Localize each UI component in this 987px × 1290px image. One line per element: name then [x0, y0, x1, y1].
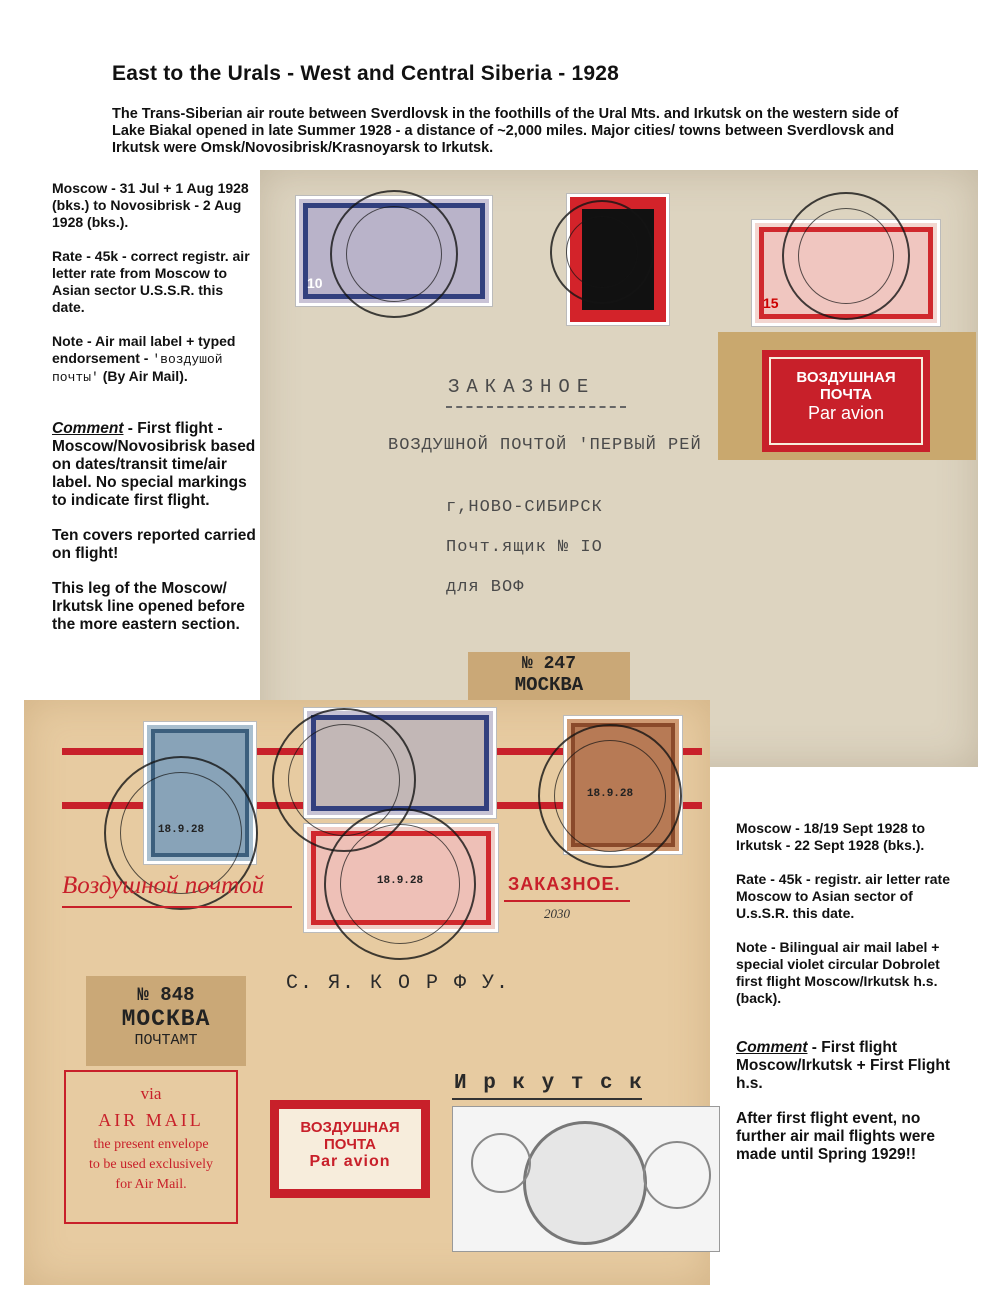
- right-note-rate: Rate - 45k - registr. air letter rate Moscow to Asian sector of U.s.S.R. this date.: [736, 871, 950, 921]
- stamp-15k-airmail: 15: [752, 220, 940, 326]
- typed-for: для ВОФ: [446, 578, 525, 597]
- left-note-label: Note - Air mail label + typed endorsement - 'воздушой почты' (By Air Mail).: [52, 333, 236, 385]
- right-note-after: After first flight event, no further air mail flights were made until Spring 1929!!: [736, 1110, 935, 1163]
- typed-box: Почт.ящик № IO: [446, 538, 603, 557]
- typed-city: г,НОВО-СИБИРСК: [446, 498, 603, 517]
- left-note-comment: Comment - First flight - Moscow/Novosibrisk based on dates/transit time/air label. No special markings to indicate first flight.: [52, 420, 256, 509]
- postmark-moscow-3: [782, 192, 910, 320]
- registration-label-2: № 848 МОСКВА ПОЧТАМТ: [86, 976, 246, 1066]
- intro-paragraph: The Trans-Siberian air route between Sverdlovsk in the foothills of the Ural Mts. and Irkutsk on the western side of Lake Biakal opened in late Summer 1928 - a distance of ~2,000 miles. Major cities/ towns between Sverdlovsk and Irkutsk were Omsk/Novosibrisk/Krasnoyarsk to Irkutsk.: [112, 106, 899, 156]
- typed-registered: ЗАКАЗНОЕ: [448, 376, 596, 398]
- right-note-label: Note - Bilingual air mail label + special violet circular Dobrolet first flight Moscow/Irkutsk h.s. (back).: [736, 939, 940, 1006]
- pencil-note: 2030: [544, 906, 570, 921]
- left-note-leg: This leg of the Moscow/ Irkutsk line opened before the more eastern section.: [52, 580, 245, 633]
- city-underline: [452, 1098, 642, 1100]
- script-underline: [62, 906, 292, 908]
- postmark-moscow: [330, 190, 458, 318]
- postmark-moscow-a: 18.9.28: [104, 756, 258, 910]
- postmark-moscow-2: [550, 200, 654, 304]
- airmail-script-text: Воздушной почтой: [62, 872, 265, 899]
- cover-novosibirsk: [260, 170, 978, 767]
- typed-airmail-first-flight: ВОЗДУШНОЙ ПОЧТОЙ 'ПЕРВЫЙ РЕЙ: [388, 436, 702, 455]
- receiving-postmark: [471, 1133, 531, 1193]
- registration-label: № 247 МОСКВА: [468, 652, 630, 700]
- right-notes: [736, 820, 956, 1181]
- violet-circular-handstamp: [523, 1121, 647, 1245]
- left-note-covers: Ten covers reported carried on flight!: [52, 527, 256, 562]
- registered-underline: [504, 900, 630, 902]
- left-note-dates: Moscow - 31 Jul + 1 Aug 1928 (bks.) to Novosibrisk - 2 Aug 1928 (bks.).: [52, 180, 249, 230]
- stamp-10k-airmail: 10: [296, 196, 492, 306]
- moscow-postmark-back: [643, 1141, 711, 1209]
- left-note-rate: Rate - 45k - correct registr. air letter rate from Moscow to Asian sector U.S.S.R. this date.: [52, 248, 250, 315]
- right-note-comment: Comment - First flight Moscow/Irkutsk + First Flight h.s.: [736, 1039, 951, 1092]
- page-title: East to the Urals - West and Central Siberia - 1928: [112, 62, 619, 85]
- airmail-label: ВОЗДУШНАЯ ПОЧТА Par avion: [762, 350, 930, 452]
- airmail-label-2: ВОЗДУШНАЯ ПОЧТА Par avion: [270, 1100, 430, 1198]
- typed-underline: [446, 406, 626, 408]
- back-handstamp-photo: [452, 1106, 720, 1252]
- left-notes: [52, 180, 257, 651]
- right-note-dates: Moscow - 18/19 Sept 1928 to Irkutsk - 22 Sept 1928 (bks.).: [736, 820, 926, 853]
- postmark-moscow-c: 18.9.28: [538, 724, 682, 868]
- via-airmail-box: via AIR MAIL the present envelope to be used exclusively for Air Mail.: [64, 1070, 238, 1224]
- addressee: С. Я. К О Р Ф У.: [286, 972, 511, 995]
- postmark-moscow-d: 18.9.28: [324, 808, 476, 960]
- registered-red: ЗАКАЗНОЕ.: [508, 874, 621, 894]
- destination-city: И р к у т с к: [454, 1072, 644, 1095]
